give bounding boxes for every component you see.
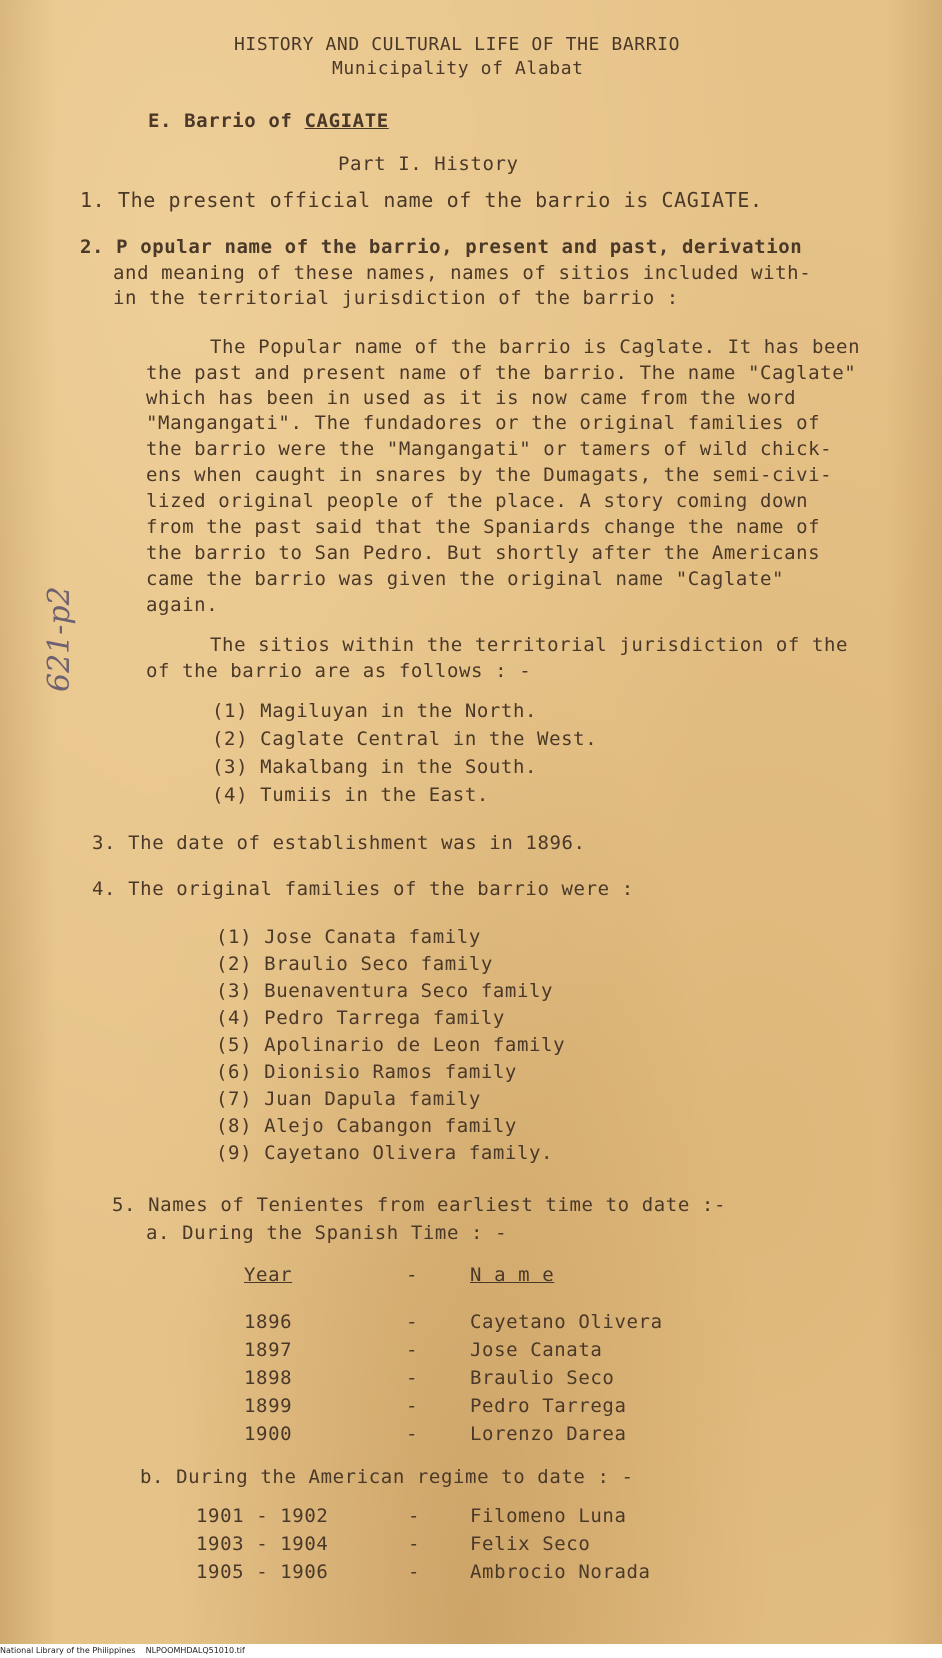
sitio-item: (3) Makalbang in the South.: [212, 756, 538, 778]
row-name: Cayetano Olivera: [470, 1311, 663, 1333]
family-item: (6) Dionisio Ramos family: [216, 1061, 517, 1083]
barrio-name: CAGIATE: [304, 110, 389, 132]
part-heading: Part I. History: [338, 153, 519, 175]
margin-handwritten-note: 621-p2: [42, 586, 77, 692]
paragraph-line: of the barrio are as follows : -: [146, 660, 532, 682]
paragraph-line: lized original people of the place. A story coming down: [146, 490, 809, 512]
family-item: (8) Alejo Cabangon family: [216, 1115, 517, 1137]
row-year: 1905 - 1906: [196, 1561, 329, 1583]
paragraph-line: the barrio were the "Mangangati" or tamers of wild chick-: [146, 438, 833, 460]
paragraph-line: The Popular name of the barrio is Caglate. It has been: [210, 336, 861, 358]
scan-footer: [0, 1644, 942, 1658]
family-item: (2) Braulio Seco family: [216, 953, 493, 975]
item-4: 4. The original families of the barrio were :: [92, 878, 634, 900]
item-2-line-3: in the territorial jurisdiction of the barrio :: [113, 287, 679, 309]
footer-filename: NLPOOMHDALQ51010.tif: [145, 1646, 245, 1655]
paragraph-line: the barrio to San Pedro. But shortly after the Americans: [146, 542, 821, 564]
row-dash: -: [406, 1311, 419, 1333]
row-dash: -: [406, 1367, 419, 1389]
item-3: 3. The date of establishment was in 1896.: [92, 832, 586, 854]
table-header-dash: -: [406, 1264, 419, 1286]
item-5: 5. Names of Tenientes from earliest time to date :-: [112, 1194, 726, 1216]
row-year: 1896: [244, 1311, 293, 1333]
row-year: 1897: [244, 1339, 293, 1361]
paragraph-line: The sitios within the territorial jurisdiction of the: [210, 634, 849, 656]
row-dash: -: [406, 1395, 419, 1417]
row-dash: -: [408, 1561, 421, 1583]
sitio-item: (2) Caglate Central in the West.: [212, 728, 598, 750]
paragraph-line: from the past said that the Spaniards change the name of: [146, 516, 821, 538]
row-year: 1899: [244, 1395, 293, 1417]
section-heading: [148, 112, 389, 131]
paragraph-line: again.: [146, 594, 219, 616]
family-item: (7) Juan Dapula family: [216, 1088, 481, 1110]
family-item: (9) Cayetano Olivera family.: [216, 1142, 554, 1164]
paragraph-line: came the barrio was given the original name "Caglate": [146, 568, 785, 590]
table-header-name: N a m e: [470, 1264, 555, 1286]
row-year: 1903 - 1904: [196, 1533, 329, 1555]
row-name: Filomeno Luna: [470, 1505, 627, 1527]
row-dash: -: [406, 1423, 419, 1445]
row-name: Jose Canata: [470, 1339, 603, 1361]
row-year: 1898: [244, 1367, 293, 1389]
row-name: Pedro Tarrega: [470, 1395, 627, 1417]
item-2-line-1: 2. P opular name of the barrio, present and past, derivation: [80, 236, 803, 258]
paragraph-line: "Mangangati". The fundadores or the original families of: [146, 412, 821, 434]
document-subtitle: Municipality of Alabat: [332, 58, 584, 79]
family-item: (3) Buenaventura Seco family: [216, 980, 554, 1002]
row-name: Felix Seco: [470, 1533, 591, 1555]
section-prefix: E. Barrio of: [148, 110, 305, 132]
row-name: Ambrocio Norada: [470, 1561, 651, 1583]
family-item: (5) Apolinario de Leon family: [216, 1034, 566, 1056]
row-dash: -: [406, 1339, 419, 1361]
row-year: 1900: [244, 1423, 293, 1445]
sitio-item: (1) Magiluyan in the North.: [212, 700, 538, 722]
sitio-item: (4) Tumiis in the East.: [212, 784, 489, 806]
family-item: (4) Pedro Tarrega family: [216, 1007, 505, 1029]
table-header-year: Year: [244, 1264, 293, 1286]
paragraph-line: which has been in used as it is now came from the word: [146, 387, 797, 409]
paragraph-line: the past and present name of the barrio. The name "Caglate": [146, 362, 857, 384]
paragraph-line: ens when caught in snares by the Dumagats, the semi-civi-: [146, 464, 833, 486]
item-2-line-2: and meaning of these names, names of sitios included with-: [113, 262, 812, 284]
item-5b: b. During the American regime to date : -: [140, 1466, 634, 1488]
document-title: HISTORY AND CULTURAL LIFE OF THE BARRIO: [234, 34, 681, 55]
row-dash: -: [408, 1505, 421, 1527]
row-year: 1901 - 1902: [196, 1505, 329, 1527]
family-item: (1) Jose Canata family: [216, 926, 481, 948]
row-dash: -: [408, 1533, 421, 1555]
row-name: Braulio Seco: [470, 1367, 615, 1389]
item-5a: a. During the Spanish Time : -: [146, 1222, 508, 1244]
row-name: Lorenzo Darea: [470, 1423, 627, 1445]
item-1: 1. The present official name of the barrio is CAGIATE.: [80, 188, 763, 212]
footer-library: National Library of the Philippines: [0, 1646, 136, 1655]
